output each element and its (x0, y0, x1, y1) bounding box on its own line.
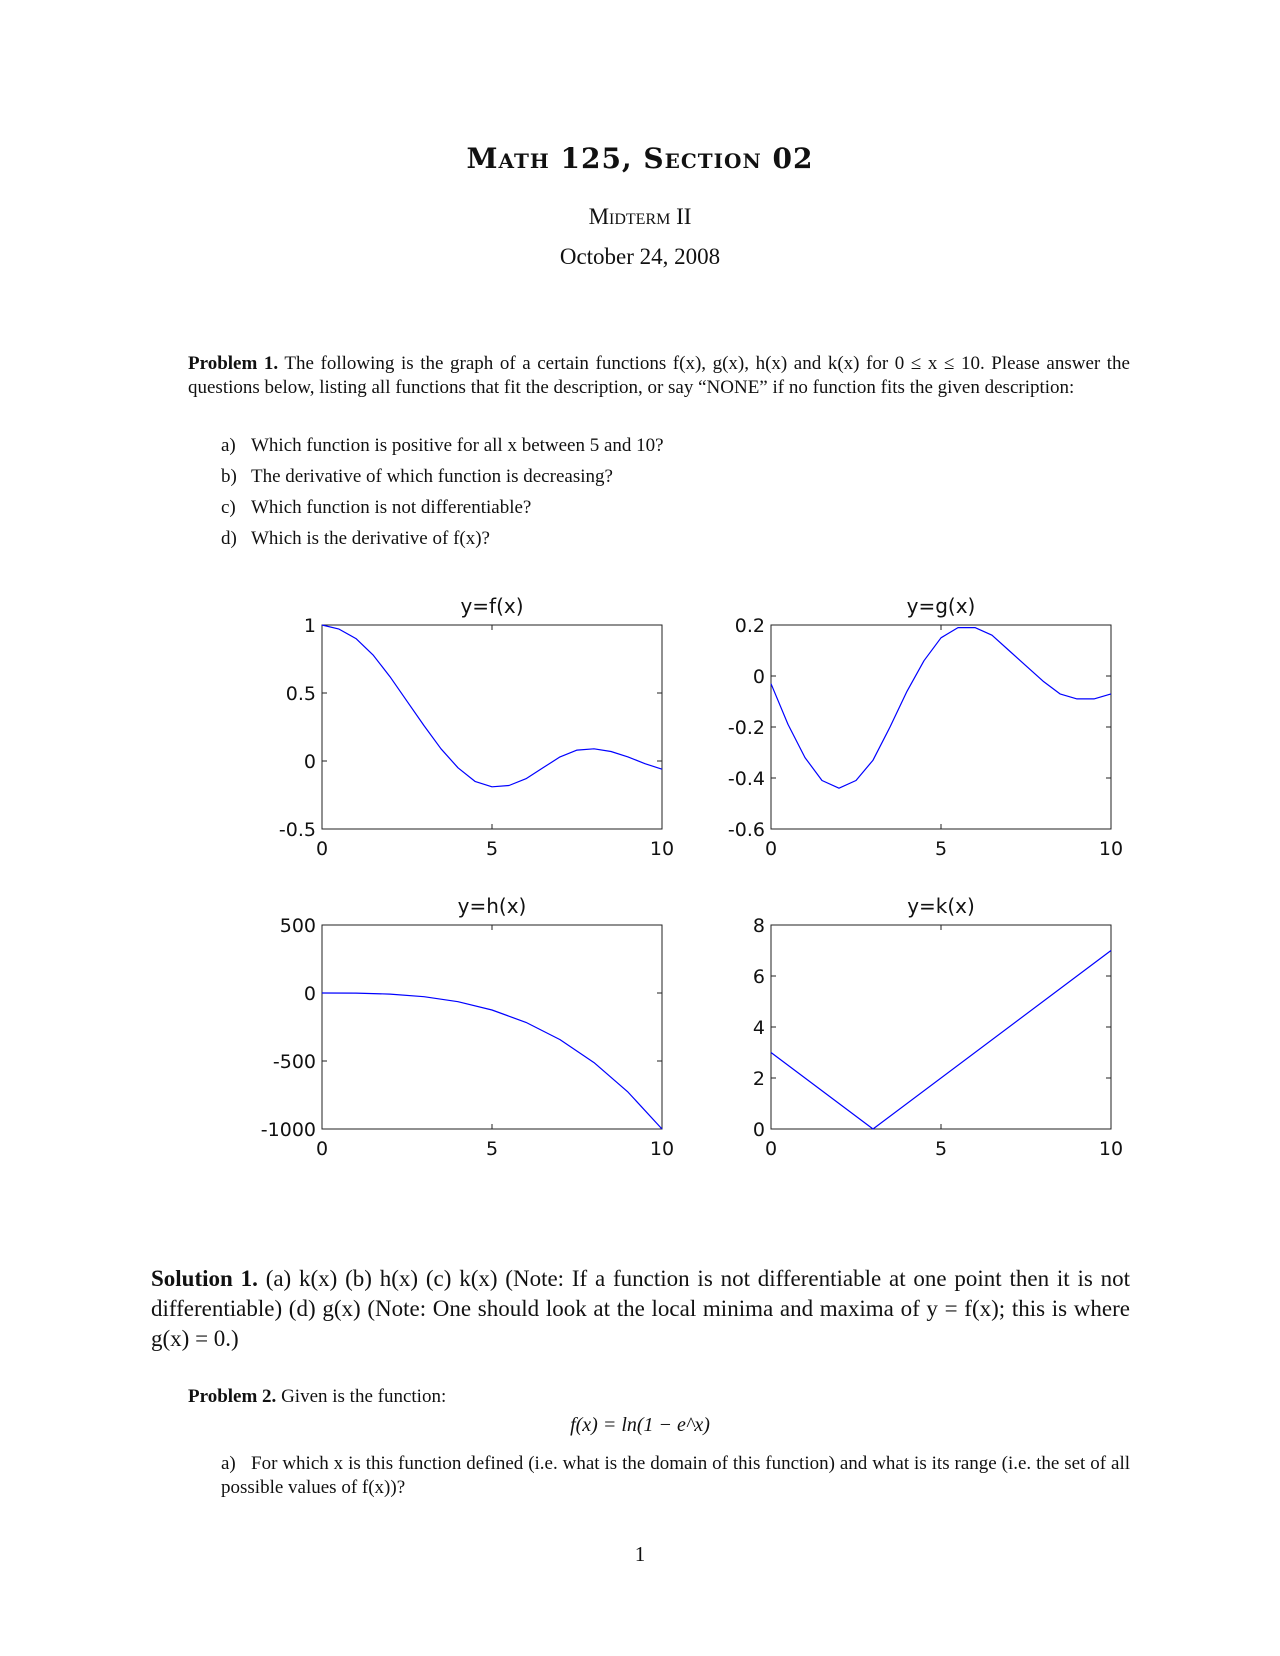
x-tick-label: 0 (764, 838, 778, 860)
chart-title: y=h(x) (457, 894, 527, 918)
chart-title: y=f(x) (460, 594, 524, 618)
y-tick-label: -500 (272, 1051, 316, 1073)
x-tick-label: 0 (315, 1138, 329, 1160)
solution-1-label: Solution 1. (151, 1266, 258, 1291)
page-title: Math 125, Section 02 (466, 142, 814, 175)
plot-frame (771, 925, 1111, 1129)
y-tick-label: -0.5 (278, 819, 316, 841)
y-tick-label: 0 (303, 751, 316, 773)
x-tick-label: 10 (1098, 1138, 1124, 1160)
question-text: The derivative of which function is decreasing? (251, 466, 613, 487)
part-label: a) (221, 1453, 236, 1474)
chart-title: y=g(x) (906, 594, 976, 618)
solution-1-text: (a) k(x) (b) h(x) (c) k(x) (Note: If a function is not differentiable at one point then it is not differentiable) (d) g(x) (Note: One should look at the local minima and maxima of y = f(x); this is where g(x) = 0.) (151, 1266, 1131, 1351)
series-line (771, 951, 1111, 1130)
problem-2 (188, 1385, 1130, 1409)
exam-date: October 24, 2008 (559, 244, 721, 269)
question-label: b) (221, 466, 237, 487)
y-tick-label: 8 (752, 915, 765, 937)
problem-2-equation: f(x) = ln(1 − e^x) (570, 1414, 710, 1436)
x-tick-label: 10 (649, 1138, 675, 1160)
problem-1-text: The following is the graph of a certain functions f(x), g(x), h(x) and k(x) for 0 ≤ x ≤ 10. Please answer the questions below, listing all functions that fit the description, or say “NONE” if no function fits the given description: (188, 353, 1130, 398)
y-tick-label: 0 (752, 1119, 765, 1141)
question-d (221, 528, 490, 550)
question-a (221, 435, 664, 457)
question-c (221, 497, 531, 519)
problem-2-part-a (221, 1452, 1130, 1500)
y-tick-label: 6 (752, 966, 765, 988)
question-text: Which function is not differentiable? (251, 497, 532, 518)
x-tick-label: 5 (934, 838, 948, 860)
y-tick-label: 0 (303, 983, 316, 1005)
part-text: For which x is this function defined (i.e. what is the domain of this function) and what is its range (i.e. the set of all possible values of f(x))? (221, 1453, 1130, 1498)
question-b (221, 466, 613, 488)
y-tick-label: -0.4 (727, 768, 765, 790)
y-tick-label: 0.5 (285, 683, 316, 705)
x-tick-label: 10 (1098, 838, 1124, 860)
problem-1 (188, 352, 1130, 400)
question-label: d) (221, 528, 237, 549)
question-label: c) (221, 497, 236, 518)
series-line (771, 628, 1111, 789)
y-tick-label: -1000 (260, 1119, 316, 1141)
plot-frame (322, 925, 662, 1129)
question-text: Which is the derivative of f(x)? (251, 528, 490, 549)
x-tick-label: 0 (764, 1138, 778, 1160)
problem-2-label: Problem 2. (188, 1386, 277, 1407)
page-subtitle: Midterm II (588, 204, 692, 229)
solution-1 (151, 1264, 1130, 1354)
x-tick-label: 0 (315, 838, 329, 860)
series-line (322, 993, 662, 1129)
y-tick-label: 500 (279, 915, 316, 937)
y-tick-label: -0.2 (727, 717, 765, 739)
y-tick-label: 4 (752, 1017, 765, 1039)
y-tick-label: 0.2 (734, 615, 765, 637)
question-text: Which function is positive for all x between 5 and 10? (251, 435, 664, 456)
x-tick-label: 5 (485, 838, 499, 860)
y-tick-label: 2 (752, 1068, 765, 1090)
chart-title: y=k(x) (907, 894, 975, 918)
problem-2-text: Given is the function: (281, 1386, 447, 1407)
problem-1-label: Problem 1. (188, 353, 279, 374)
page-number: 1 (634, 1542, 646, 1566)
x-tick-label: 10 (649, 838, 675, 860)
plot-frame (771, 625, 1111, 829)
y-tick-label: 0 (752, 666, 765, 688)
function-graphs (0, 570, 1280, 1170)
y-tick-label: 1 (303, 615, 316, 637)
x-tick-label: 5 (485, 1138, 499, 1160)
question-label: a) (221, 435, 236, 456)
x-tick-label: 5 (934, 1138, 948, 1160)
y-tick-label: -0.6 (727, 819, 765, 841)
series-line (322, 625, 662, 787)
